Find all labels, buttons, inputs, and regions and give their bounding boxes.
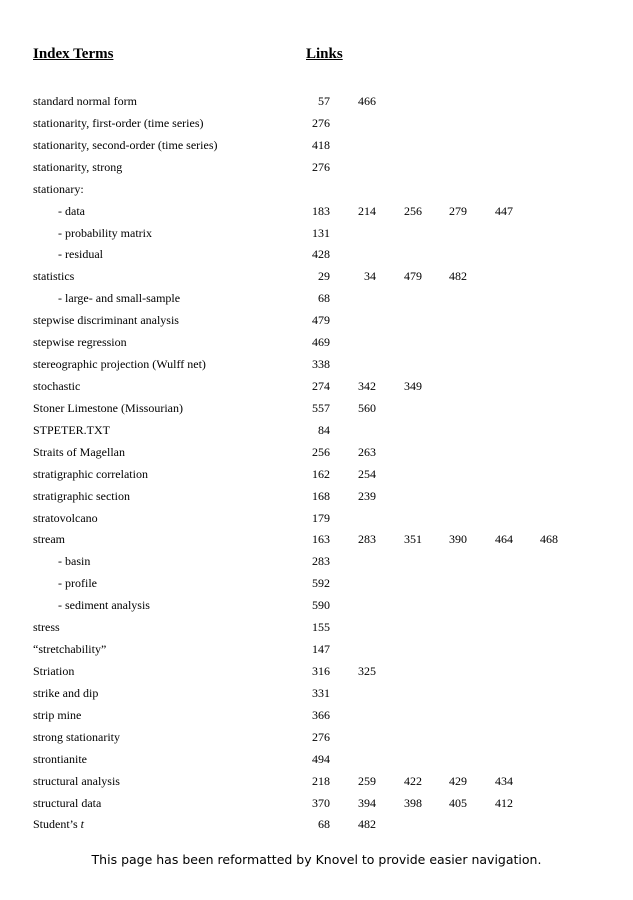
- page-link[interactable]: 279: [449, 203, 467, 218]
- index-term: stress: [33, 620, 60, 635]
- page-link[interactable]: 434: [495, 773, 513, 788]
- page-link[interactable]: 276: [312, 115, 330, 130]
- page-link[interactable]: 68: [318, 291, 330, 306]
- index-list: [0, 91, 633, 836]
- index-entry: [0, 398, 633, 420]
- index-term: stochastic: [33, 378, 81, 393]
- index-term: stratovolcano: [33, 510, 98, 525]
- page-link[interactable]: 57: [318, 94, 330, 108]
- page-link[interactable]: 479: [312, 313, 330, 328]
- sub-term: - residual: [58, 247, 103, 262]
- index-term: stationarity, strong: [33, 159, 123, 174]
- sub-term: - sediment analysis: [58, 598, 150, 613]
- page-link[interactable]: 331: [312, 685, 330, 700]
- index-entry: [0, 508, 633, 530]
- index-term: “stretchability”: [33, 642, 107, 657]
- page-link[interactable]: 557: [312, 400, 330, 415]
- page-link[interactable]: 168: [312, 488, 330, 503]
- page-link[interactable]: 68: [318, 817, 330, 832]
- page-link[interactable]: 429: [449, 773, 467, 788]
- index-entry: [0, 310, 633, 332]
- page-link[interactable]: 412: [495, 795, 513, 810]
- index-term: stratigraphic correlation: [33, 466, 148, 481]
- index-entry: [0, 135, 633, 157]
- page-link[interactable]: 338: [312, 357, 330, 372]
- index-term: stationary:: [33, 181, 84, 196]
- page-link[interactable]: 179: [312, 510, 330, 525]
- index-entry: [0, 595, 633, 617]
- page-link[interactable]: 254: [358, 466, 376, 481]
- page-link[interactable]: 263: [358, 444, 376, 459]
- page-link[interactable]: 428: [312, 247, 330, 262]
- index-term: stereographic projection (Wulff net): [33, 357, 206, 372]
- index-entry: [0, 244, 633, 266]
- page-link[interactable]: 162: [312, 466, 330, 481]
- index-entry: [0, 179, 633, 201]
- sub-term: - data: [58, 203, 85, 218]
- page-link[interactable]: 394: [358, 795, 376, 810]
- page-link[interactable]: 405: [449, 795, 467, 810]
- index-entry: [0, 661, 633, 683]
- page-link[interactable]: 259: [358, 773, 376, 788]
- index-entry: [0, 442, 633, 464]
- index-entry: [0, 529, 633, 551]
- index-term: Student’s t: [33, 817, 85, 832]
- index-entry: [0, 814, 633, 836]
- page-link[interactable]: 351: [404, 532, 422, 547]
- sub-term: - profile: [58, 576, 97, 591]
- index-terms-heading: Index Terms: [33, 46, 114, 62]
- index-term: structural analysis: [33, 773, 120, 788]
- page-link[interactable]: 592: [312, 576, 330, 591]
- page-link[interactable]: 325: [358, 663, 376, 678]
- page-link[interactable]: 218: [312, 773, 330, 788]
- page-link[interactable]: 349: [404, 378, 422, 393]
- index-entry: [0, 683, 633, 705]
- index-term: Striation: [33, 663, 75, 678]
- index-term: stream: [33, 532, 65, 547]
- index-entry: [0, 266, 633, 288]
- page-link[interactable]: 214: [358, 203, 376, 218]
- index-term: structural data: [33, 795, 102, 810]
- page-link[interactable]: 464: [495, 532, 513, 547]
- index-entry: [0, 771, 633, 793]
- index-entry: [0, 551, 633, 573]
- index-entry: [0, 157, 633, 179]
- page-link[interactable]: 239: [358, 488, 376, 503]
- page-link[interactable]: 276: [312, 729, 330, 744]
- page-link[interactable]: 447: [495, 203, 513, 218]
- index-entry: [0, 113, 633, 135]
- page-link[interactable]: 147: [312, 642, 330, 657]
- index-term: standard normal form: [33, 94, 137, 108]
- index-entry: [0, 201, 633, 223]
- page-link[interactable]: 390: [449, 532, 467, 547]
- index-term: stratigraphic section: [33, 488, 130, 503]
- page-link[interactable]: 560: [358, 400, 376, 415]
- index-entry: [0, 464, 633, 486]
- index-entry: [0, 617, 633, 639]
- index-term: strontianite: [33, 751, 87, 766]
- index-entry: [0, 573, 633, 595]
- page-link[interactable]: 342: [358, 378, 376, 393]
- page-link[interactable]: 256: [312, 444, 330, 459]
- page-link[interactable]: 494: [312, 751, 330, 766]
- index-term: strike and dip: [33, 685, 99, 700]
- index-entry: [0, 332, 633, 354]
- index-entry: [0, 354, 633, 376]
- index-entry: [0, 749, 633, 771]
- page-link[interactable]: 422: [404, 773, 422, 788]
- index-term: Stoner Limestone (Missourian): [33, 400, 183, 415]
- index-entry: [0, 793, 633, 815]
- page-link[interactable]: 283: [358, 532, 376, 547]
- page-link[interactable]: 398: [404, 795, 422, 810]
- page-link[interactable]: 469: [312, 335, 330, 350]
- page-link[interactable]: 29: [318, 269, 330, 284]
- page-link[interactable]: 163: [312, 532, 330, 547]
- footer-note: This page has been reformatted by Knovel to provide easier navigation.: [91, 852, 542, 867]
- index-entry: [0, 223, 633, 245]
- page-link[interactable]: 370: [312, 795, 330, 810]
- page-link[interactable]: 276: [312, 159, 330, 174]
- index-term: strong stationarity: [33, 729, 120, 744]
- sub-term: - basin: [58, 554, 91, 569]
- index-entry: [0, 376, 633, 398]
- index-term: stationarity, second-order (time series): [33, 137, 218, 152]
- page-link[interactable]: 283: [312, 554, 330, 569]
- index-term: stepwise regression: [33, 335, 127, 350]
- links-heading: Links: [306, 46, 343, 62]
- page-link[interactable]: 155: [312, 620, 330, 635]
- index-entry: [0, 91, 633, 113]
- index-entry: [0, 420, 633, 442]
- page-link[interactable]: 274: [312, 378, 330, 393]
- page-link[interactable]: 131: [312, 225, 330, 240]
- page-link[interactable]: 466: [358, 94, 376, 108]
- index-term: Straits of Magellan: [33, 444, 125, 459]
- page-link[interactable]: 34: [364, 269, 376, 284]
- index-term: statistics: [33, 269, 75, 284]
- index-term: strip mine: [33, 707, 82, 722]
- index-entry: [0, 727, 633, 749]
- page-link[interactable]: 366: [312, 707, 330, 722]
- index-entry: [0, 288, 633, 310]
- sub-term: - probability matrix: [58, 225, 152, 240]
- index-entry: [0, 486, 633, 508]
- page-link[interactable]: 418: [312, 137, 330, 152]
- index-term: STPETER.TXT: [33, 422, 110, 437]
- page-link[interactable]: 316: [312, 663, 330, 678]
- page-link[interactable]: 256: [404, 203, 422, 218]
- page-link[interactable]: 479: [404, 269, 422, 284]
- index-entry: [0, 705, 633, 727]
- page-link[interactable]: 183: [312, 203, 330, 218]
- page-link[interactable]: 482: [358, 817, 376, 832]
- page-link[interactable]: 468: [540, 532, 558, 547]
- index-term: stationarity, first-order (time series): [33, 115, 204, 130]
- sub-term: - large- and small-sample: [58, 291, 181, 306]
- index-term: stepwise discriminant analysis: [33, 313, 179, 328]
- index-entry: [0, 639, 633, 661]
- page-link[interactable]: 590: [312, 598, 330, 613]
- page-link[interactable]: 482: [449, 269, 467, 284]
- page-link[interactable]: 84: [318, 422, 330, 437]
